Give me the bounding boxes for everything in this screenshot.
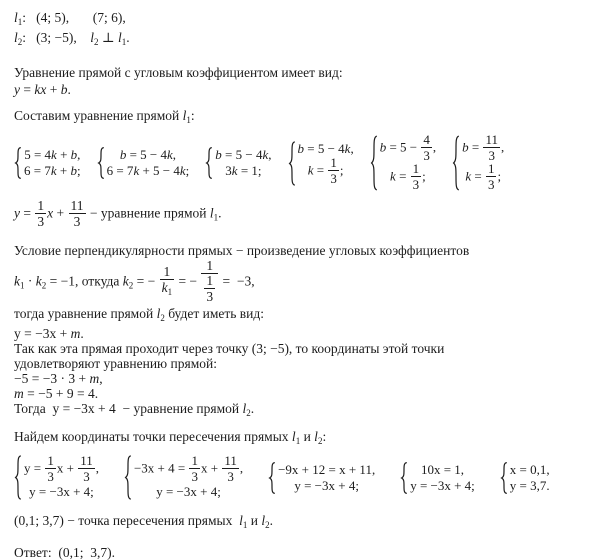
then-text: тогда уравнение прямой $l_2$ будет иметь вид: (14, 306, 265, 323)
system-lines (410, 462, 475, 494)
passes-through-text: Так как эта прямая проходит через точку (3; −5), то координаты этой точки (14, 341, 445, 356)
equation: k = $\frac{1}{3}$ ; (465, 161, 502, 192)
system-brace-icon (500, 462, 508, 494)
system-brace-icon (14, 455, 22, 500)
equation-system-6 (452, 134, 504, 192)
system-lines (24, 455, 99, 500)
system-lines (215, 147, 271, 179)
answer-text: Ответ: (0,1; 3,7). (14, 545, 115, 560)
system-lines (107, 147, 190, 179)
equation: k = $\frac{1}{3}$ ; (307, 154, 344, 186)
equation: y = $\frac{1}{3}$ x + $\frac{11}{3}$ , (24, 453, 99, 484)
equation: b = $\frac{11}{3}$ , (462, 132, 505, 163)
math-solution-document (14, 10, 594, 560)
given-line-2: $l_2$: (3; −5), $l_2$ ⊥ $l_1$. (14, 30, 130, 47)
system-brace-icon (288, 141, 296, 186)
equation: 6 = 7k + 5 − 4k; (106, 163, 190, 178)
equation-system-5 (370, 134, 436, 192)
equation: y = −3x + 4; (410, 477, 475, 493)
system-brace-icon (124, 455, 132, 500)
system-lines (278, 462, 375, 494)
equation: y = −3x + 4; (29, 484, 94, 499)
system-brace-icon (370, 135, 378, 191)
system-lines (134, 455, 243, 500)
equation-system-3 (205, 147, 271, 179)
system-lines (510, 462, 550, 494)
equation-system-2 (97, 147, 190, 179)
system-brace-icon (14, 147, 22, 179)
equation: 10x = 1, (420, 461, 465, 477)
system-lines (380, 134, 436, 192)
equation-system-1 (14, 147, 81, 179)
system-lines (298, 141, 354, 186)
given-conditions (14, 10, 594, 50)
system-brace-icon (400, 462, 408, 494)
intersection-heading: Найдем координаты точки пересечения прямых $l_1$ и $l_2$: (14, 429, 327, 446)
intro-block (14, 64, 594, 98)
system-brace-icon (97, 147, 105, 179)
solve-l1-heading: Составим уравнение прямой $l_1$: (14, 108, 195, 125)
equation: 3k = 1; (225, 163, 262, 178)
equation: 6 = 7k + b; (24, 163, 81, 178)
slope-equation-formula: y = kx + b. (14, 82, 71, 97)
system-lines (24, 147, 81, 179)
equation: −9x + 12 = x + 11, (278, 461, 376, 477)
l2-general-formula: y = −3x + m. (14, 326, 84, 341)
equation: b = 5 − 4k, (297, 140, 354, 156)
equation: b = 5 − $\frac{4}{3}$ , (379, 132, 437, 163)
systems-row-l1 (14, 134, 594, 192)
system-brace-icon (452, 135, 460, 191)
system-lines (462, 134, 504, 192)
intersection-system-4 (400, 462, 475, 494)
l2-equation-result: Тогда y = −3x + 4 − уравнение прямой $l_2$. (14, 401, 255, 418)
systems-row-intersection (14, 454, 594, 501)
m-value-formula: m = −5 + 9 = 4. (14, 386, 99, 401)
equation: b = 5 − 4k, (119, 147, 177, 162)
equation: x = 0,1, (509, 461, 550, 477)
given-line-1: $l_1$: (4; 5), (7; 6), (14, 10, 126, 27)
intersection-system-3 (268, 462, 375, 494)
perpendicularity-condition-text: Условие перпендикулярности прямых − произведение угловых коэффициентов (14, 243, 470, 258)
system-brace-icon (205, 147, 213, 179)
intro-text: Уравнение прямой с угловым коэффициентом имеет вид: (14, 65, 343, 80)
intersection-point-text: (0,1; 3,7) − точка пересечения прямых $l_1$ и $l_2$. (14, 513, 273, 530)
equation-system-4 (288, 141, 354, 186)
equation: b = 5 − 4k, (215, 147, 272, 162)
equation: y = 3,7. (509, 477, 550, 493)
passes-through-text-2: удовлетворяют уравнению прямой: (14, 356, 217, 371)
l1-equation-result: y = $\frac{1}{3}$ x + $\frac{11}{3}$ − уравнение прямой $l_1$. (14, 198, 222, 229)
equation: y = −3x + 4; (156, 484, 221, 499)
substitute-formula: −5 = −3 · 3 + m, (14, 371, 103, 386)
intersection-system-5 (500, 462, 550, 494)
l2-derivation-paragraph (14, 306, 594, 421)
k2-derivation-formula: $k_1 \cdot k_2 = -1$, откуда $k_2$ = − $\frac{1}{k_1}$ = − $\frac{1}{\frac{1}{3}}$ = −3, (14, 258, 255, 304)
equation: y = −3x + 4; (294, 477, 359, 493)
intersection-system-2 (124, 455, 243, 500)
system-brace-icon (268, 462, 276, 494)
equation: k = $\frac{1}{3}$ ; (390, 161, 426, 192)
intersection-system-1 (14, 455, 99, 500)
equation: −3x + 4 = $\frac{1}{3}$ x + $\frac{11}{3}$ , (133, 453, 244, 484)
equation: 5 = 4k + b, (24, 147, 81, 162)
